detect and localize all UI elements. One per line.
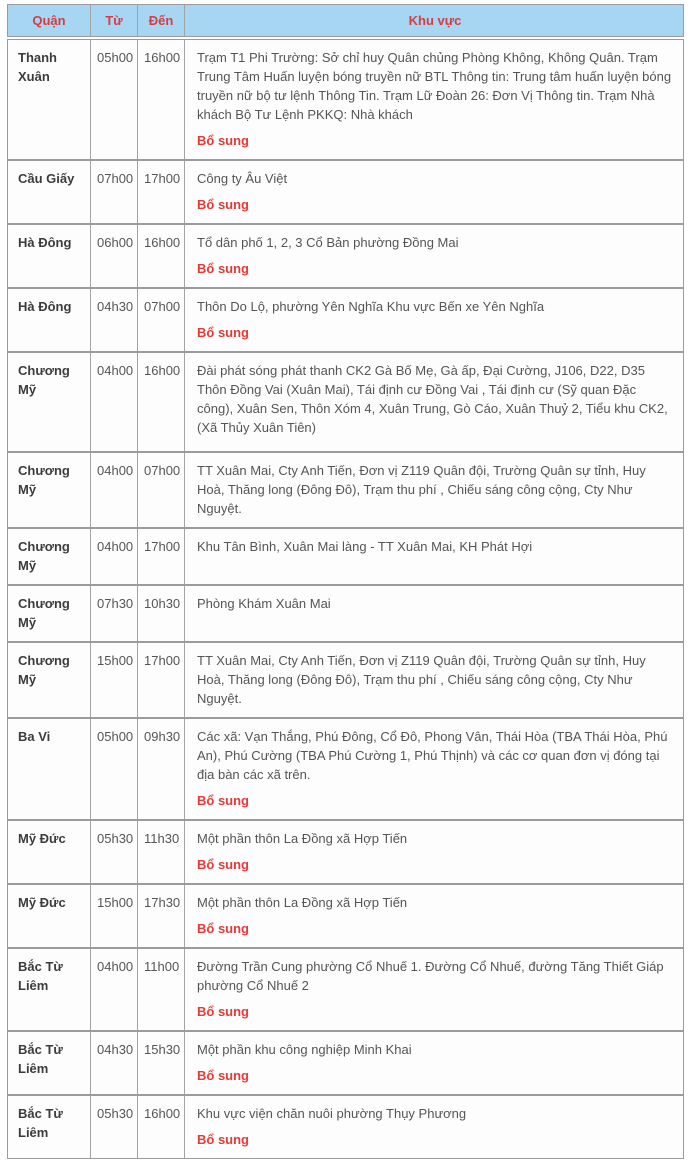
area-cell [184,719,683,819]
district-cell: Hà Đông [18,235,72,250]
column-header-from: Từ [90,5,137,36]
area-cell [184,1032,683,1094]
area-text: Một phần khu công nghiệp Minh Khai [197,1042,412,1057]
to-time-cell: 16h00 [137,40,184,159]
column-header-to: Đến [137,5,184,36]
table-row [7,948,684,1031]
to-time-cell: 16h00 [137,1096,184,1158]
supplement-link[interactable]: Bổ sung [197,133,249,148]
district-cell: Thanh Xuân [18,50,57,84]
from-time-cell: 05h30 [90,1096,137,1158]
to-time-cell: 17h00 [137,161,184,223]
from-time-cell: 06h00 [90,225,137,287]
from-time-cell: 04h00 [90,529,137,584]
area-cell [184,643,683,717]
area-text: Tổ dân phố 1, 2, 3 Cổ Bản phường Đồng Mai [197,235,459,250]
to-time-cell: 16h00 [137,225,184,287]
area-cell [184,586,683,641]
supplement-link[interactable]: Bổ sung [197,261,249,276]
table-row [7,1095,684,1159]
from-time-cell: 07h00 [90,161,137,223]
district-cell: Chương Mỹ [18,463,70,497]
area-cell [184,453,683,527]
from-time-cell: 04h00 [90,949,137,1030]
from-time-cell: 07h30 [90,586,137,641]
to-time-cell: 10h30 [137,586,184,641]
supplement-link[interactable]: Bổ sung [197,1068,249,1083]
district-cell: Bắc Từ Liêm [18,1106,63,1140]
table-row [7,585,684,642]
supplement-link[interactable]: Bổ sung [197,1004,249,1019]
from-time-cell: 04h30 [90,289,137,351]
table-row [7,718,684,820]
area-text: Một phần thôn La Đồng xã Hợp Tiến [197,831,408,846]
area-cell [184,821,683,883]
column-header-area: Khu vực [184,5,683,36]
to-time-cell: 17h00 [137,529,184,584]
from-time-cell: 15h00 [90,885,137,947]
supplement-link[interactable]: Bổ sung [197,921,249,936]
district-cell: Bắc Từ Liêm [18,1042,63,1076]
from-time-cell: 05h00 [90,40,137,159]
to-time-cell: 11h00 [137,949,184,1030]
area-cell [184,353,683,451]
supplement-link[interactable]: Bổ sung [197,793,249,808]
district-cell: Chương Mỹ [18,363,70,397]
table-row [7,288,684,352]
district-cell: Mỹ Đức [18,895,66,910]
area-cell [184,289,683,351]
column-header-district: Quận [32,13,66,28]
area-cell [184,40,683,159]
district-cell: Hà Đông [18,299,72,314]
to-time-cell: 09h30 [137,719,184,819]
district-cell: Chương Mỹ [18,596,70,630]
table-row [7,820,684,884]
table-body [7,39,684,1159]
area-text: Công ty Âu Việt [197,171,288,186]
supplement-link[interactable]: Bổ sung [197,197,249,212]
table-row [7,160,684,224]
to-time-cell: 15h30 [137,1032,184,1094]
table-row [7,642,684,718]
district-cell: Chương Mỹ [18,539,70,573]
area-text: Một phần thôn La Đồng xã Hợp Tiến [197,895,408,910]
from-time-cell: 04h00 [90,453,137,527]
area-text: Thôn Do Lộ, phường Yên Nghĩa Khu vực Bến xe Yên Nghĩa [197,299,545,314]
district-cell: Cầu Giấy [18,171,75,186]
area-text: TT Xuân Mai, Cty Anh Tiến, Đơn vị Z119 Quân đội, Trường Quân sự tỉnh, Huy Hoà, Thăng long (Đông Đô), Trạm thu phí , Chiếu sáng công cộng, Cty Như Nguyệt. [197,653,646,706]
area-cell [184,225,683,287]
district-cell: Chương Mỹ [18,653,70,687]
district-cell: Bắc Từ Liêm [18,959,63,993]
to-time-cell: 17h00 [137,643,184,717]
area-text: Đài phát sóng phát thanh CK2 Gà Bố Mẹ, Gà ấp, Đại Cường, J106, D22, D35 Thôn Đồng Vai (Xuân Mai), Tái định cư Đồng Vai , Tái định cư (Sỹ quan Đặc công), Xuân Sen, Thôn Xóm 4, Xuân Trung, Gò Cáo, Xuân Thuỷ 2, Tiểu khu CK2, (Xã Thủy Xuân Tiên) [197,363,668,435]
table-row [7,452,684,528]
to-time-cell: 11h30 [137,821,184,883]
to-time-cell: 16h00 [137,353,184,451]
supplement-link[interactable]: Bổ sung [197,857,249,872]
from-time-cell: 15h00 [90,643,137,717]
district-cell: Mỹ Đức [18,831,66,846]
from-time-cell: 04h00 [90,353,137,451]
to-time-cell: 07h00 [137,453,184,527]
table-header-row [7,4,684,37]
table-row [7,1031,684,1095]
from-time-cell: 05h00 [90,719,137,819]
area-cell [184,529,683,584]
area-text: Phòng Khám Xuân Mai [197,596,331,611]
table-row [7,224,684,288]
area-text: Khu Tân Bình, Xuân Mai làng - TT Xuân Mai, KH Phát Hợi [197,539,533,554]
table-row [7,528,684,585]
area-text: Khu vực viện chăn nuôi phường Thụy Phương [197,1106,467,1121]
area-text: TT Xuân Mai, Cty Anh Tiến, Đơn vị Z119 Quân đội, Trường Quân sự tỉnh, Huy Hoà, Thăng long (Đông Đô), Trạm thu phí , Chiếu sáng công cộng, Cty Như Nguyệt. [197,463,646,516]
to-time-cell: 07h00 [137,289,184,351]
area-cell [184,885,683,947]
area-text: Các xã: Vạn Thắng, Phú Đông, Cổ Đô, Phong Vân, Thái Hòa (TBA Thái Hòa, Phú An), Phú Cường (TBA Phú Cường 1, Phú Thịnh) và các cơ quan đơn vị đóng tại địa bàn các xã trên. [197,729,668,782]
from-time-cell: 05h30 [90,821,137,883]
table-row [7,39,684,160]
table-row [7,884,684,948]
supplement-link[interactable]: Bổ sung [197,1132,249,1147]
area-cell [184,949,683,1030]
area-cell [184,161,683,223]
supplement-link[interactable]: Bổ sung [197,325,249,340]
from-time-cell: 04h30 [90,1032,137,1094]
area-text: Đường Trần Cung phường Cổ Nhuế 1. Đường Cổ Nhuế, đường Tăng Thiết Giáp phường Cổ Nhuế 2 [197,959,664,993]
area-cell [184,1096,683,1158]
table-row [7,352,684,452]
to-time-cell: 17h30 [137,885,184,947]
area-text: Trạm T1 Phi Trường: Sở chỉ huy Quân chủng Phòng Không, Không Quân. Trạm Trung Tâm Huấn luyện bóng truyền nữ BTL Thông tin: Trung tâm huấn luyện bóng truyền nữ bộ tư lệnh Thông Tin. Trạm Lữ Đoàn 26: Đơn Vị Thông tin. Trạm Nhà khách Bộ Tư Lệnh PKKQ: Nhà khách [197,50,672,122]
district-cell: Ba Vi [18,729,51,744]
outage-schedule-table [7,4,684,1159]
